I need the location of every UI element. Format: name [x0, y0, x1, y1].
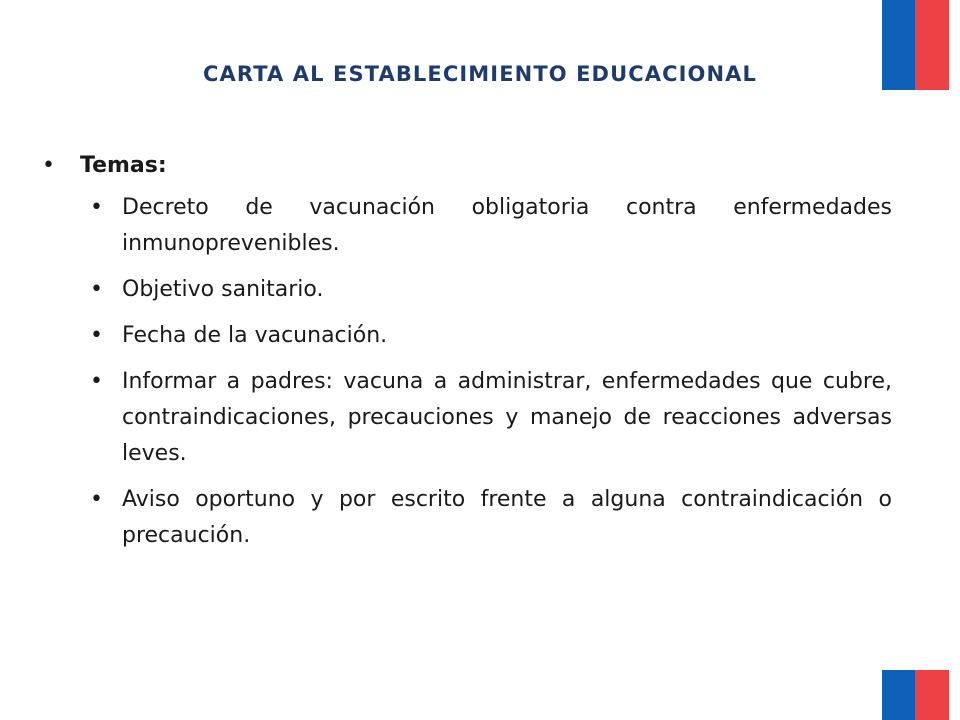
topic-item — [90, 318, 892, 354]
topic-item — [90, 482, 892, 554]
bullet-icon: • — [90, 195, 103, 220]
topic-item-text: Objetivo sanitario. — [122, 277, 324, 302]
topic-item-text: Decreto de vacunación obligatoria contra enfermedades inmunoprevenibles. — [122, 195, 892, 256]
topic-list — [42, 190, 892, 554]
bullet-icon: • — [90, 487, 103, 512]
topic-heading-row — [42, 146, 892, 186]
bullet-icon: • — [42, 153, 55, 178]
topic-heading: Temas: — [80, 153, 167, 178]
bullet-icon: • — [90, 369, 103, 394]
slide-title: CARTA AL ESTABLECIMIENTO EDUCACIONAL — [203, 62, 757, 86]
topic-item-text: Fecha de la vacunación. — [122, 323, 388, 348]
slide-content — [42, 146, 892, 564]
flag-blue-stripe — [882, 670, 915, 720]
topic-item — [90, 190, 892, 262]
bullet-icon: • — [90, 277, 103, 302]
topic-item-text: Informar a padres: vacuna a administrar, enfermedades que cubre, contraindicaciones, precauciones y manejo de reacciones adversas leves. — [122, 369, 892, 466]
bullet-icon: • — [90, 323, 103, 348]
topic-item — [90, 272, 892, 308]
topic-item-text: Aviso oportuno y por escrito frente a alguna contraindicación o precaución. — [122, 487, 892, 548]
flag-red-stripe — [915, 670, 949, 720]
topic-item — [90, 364, 892, 472]
flag-stripes-bottom — [882, 670, 949, 720]
